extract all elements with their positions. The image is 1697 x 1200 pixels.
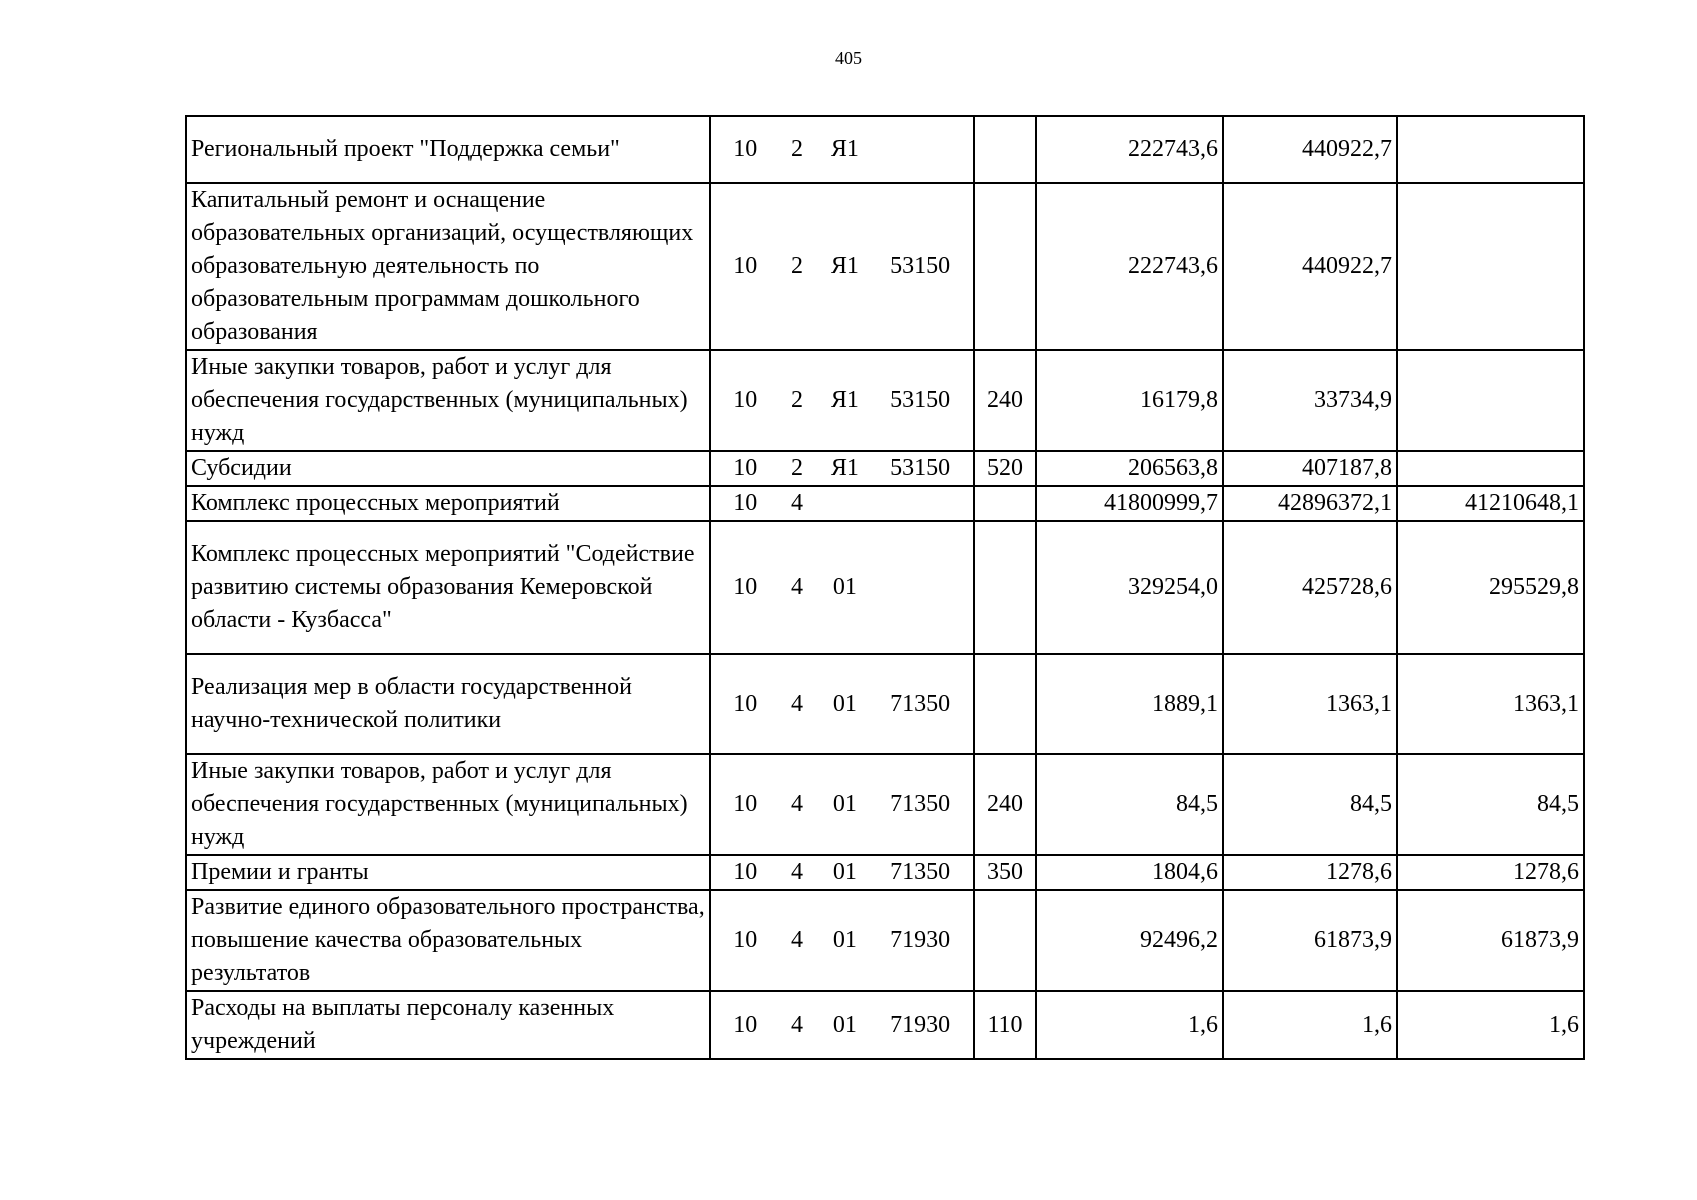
direction-code: 53150 (890, 253, 951, 279)
section-code: 10 (733, 927, 758, 953)
sum-year-1: 206563,8 (1036, 451, 1223, 486)
sum-year-3 (1397, 350, 1584, 451)
sum-year-3: 84,5 (1397, 754, 1584, 855)
row-codes (710, 991, 974, 1059)
sum-year-3: 1,6 (1397, 991, 1584, 1059)
sum-year-1: 1,6 (1036, 991, 1223, 1059)
row-codes (710, 486, 974, 521)
sum-year-2: 84,5 (1223, 754, 1397, 855)
row-codes (710, 654, 974, 754)
sum-year-3 (1397, 451, 1584, 486)
section-code: 10 (733, 791, 758, 817)
subsection-code: 2 (791, 387, 804, 413)
subsection-code: 4 (791, 690, 804, 717)
row-name: Иные закупки товаров, работ и услуг для обеспечения государственных (муниципальных) нужд (186, 350, 710, 451)
program-code: 01 (832, 927, 857, 953)
row-codes (710, 116, 974, 183)
row-codes (710, 451, 974, 486)
row-codes (710, 521, 974, 654)
budget-table (185, 115, 1585, 1060)
expense-type-code (974, 521, 1036, 654)
expense-type-code (974, 654, 1036, 754)
program-code: 01 (832, 791, 857, 817)
row-name: Иные закупки товаров, работ и услуг для обеспечения государственных (муниципальных) нужд (186, 754, 710, 855)
sum-year-2: 440922,7 (1223, 183, 1397, 350)
budget-table-body (186, 116, 1584, 1059)
row-name: Капитальный ремонт и оснащение образовательных организаций, осуществляющих образовательную деятельность по образовательным программам дошкольного образования (186, 183, 710, 350)
subsection-code: 4 (791, 1011, 804, 1038)
table-row (186, 754, 1584, 855)
sum-year-1: 1804,6 (1036, 855, 1223, 890)
section-code: 10 (733, 690, 758, 717)
row-codes (710, 350, 974, 451)
page-number: 405 (835, 48, 862, 68)
sum-year-3: 1278,6 (1397, 855, 1584, 890)
table-row (186, 654, 1584, 754)
table-row (186, 183, 1584, 350)
sum-year-1: 84,5 (1036, 754, 1223, 855)
row-name: Развитие единого образовательного пространства, повышение качества образовательных результатов (186, 890, 710, 991)
program-code: 01 (832, 690, 857, 717)
section-code: 10 (733, 1011, 758, 1038)
row-codes (710, 890, 974, 991)
expense-type-code: 240 (974, 754, 1036, 855)
row-codes (710, 183, 974, 350)
row-name: Региональный проект "Поддержка семьи" (186, 116, 710, 183)
subsection-code: 4 (791, 859, 804, 885)
program-code: Я1 (830, 387, 859, 413)
direction-code: 53150 (890, 455, 951, 481)
sum-year-2: 1,6 (1223, 991, 1397, 1059)
section-code: 10 (733, 455, 758, 481)
program-code: Я1 (830, 136, 859, 162)
expense-type-code: 350 (974, 855, 1036, 890)
row-name: Комплекс процессных мероприятий "Содействие развитию системы образования Кемеровской области - Кузбасса" (186, 521, 710, 654)
expense-type-code: 240 (974, 350, 1036, 451)
sum-year-3 (1397, 116, 1584, 183)
sum-year-2: 1278,6 (1223, 855, 1397, 890)
expense-type-code: 110 (974, 991, 1036, 1059)
row-codes (710, 855, 974, 890)
sum-year-1: 92496,2 (1036, 890, 1223, 991)
expense-type-code: 520 (974, 451, 1036, 486)
table-row (186, 855, 1584, 890)
direction-code: 71350 (890, 791, 951, 817)
sum-year-1: 222743,6 (1036, 183, 1223, 350)
expense-type-code (974, 116, 1036, 183)
table-row (186, 486, 1584, 521)
program-code: Я1 (830, 455, 859, 481)
sum-year-1: 41800999,7 (1036, 486, 1223, 521)
sum-year-1: 1889,1 (1036, 654, 1223, 754)
sum-year-3: 295529,8 (1397, 521, 1584, 654)
row-name: Субсидии (186, 451, 710, 486)
sum-year-3 (1397, 183, 1584, 350)
sum-year-1: 329254,0 (1036, 521, 1223, 654)
row-name: Премии и гранты (186, 855, 710, 890)
sum-year-3: 61873,9 (1397, 890, 1584, 991)
program-code: Я1 (830, 253, 859, 279)
section-code: 10 (733, 136, 758, 162)
row-name: Реализация мер в области государственной научно-технической политики (186, 654, 710, 754)
section-code: 10 (733, 490, 758, 516)
subsection-code: 4 (791, 574, 804, 600)
direction-code: 53150 (890, 387, 951, 413)
row-codes (710, 754, 974, 855)
table-row (186, 350, 1584, 451)
sum-year-1: 16179,8 (1036, 350, 1223, 451)
table-row (186, 991, 1584, 1059)
expense-type-code (974, 890, 1036, 991)
table-row (186, 116, 1584, 183)
table-row (186, 451, 1584, 486)
sum-year-2: 440922,7 (1223, 116, 1397, 183)
section-code: 10 (733, 387, 758, 413)
section-code: 10 (733, 859, 758, 885)
subsection-code: 2 (791, 253, 804, 279)
direction-code: 71350 (890, 690, 951, 717)
table-row (186, 890, 1584, 991)
program-code: 01 (832, 859, 857, 885)
sum-year-2: 33734,9 (1223, 350, 1397, 451)
sum-year-2: 407187,8 (1223, 451, 1397, 486)
sum-year-3: 41210648,1 (1397, 486, 1584, 521)
sum-year-2: 425728,6 (1223, 521, 1397, 654)
direction-code: 71930 (890, 1011, 951, 1038)
expense-type-code (974, 183, 1036, 350)
subsection-code: 4 (791, 490, 804, 516)
direction-code: 71350 (890, 859, 951, 885)
row-name: Расходы на выплаты персоналу казенных учреждений (186, 991, 710, 1059)
row-name: Комплекс процессных мероприятий (186, 486, 710, 521)
subsection-code: 2 (791, 136, 804, 162)
subsection-code: 4 (791, 927, 804, 953)
direction-code: 71930 (890, 927, 951, 953)
table-row (186, 521, 1584, 654)
section-code: 10 (733, 574, 758, 600)
subsection-code: 2 (791, 455, 804, 481)
sum-year-2: 61873,9 (1223, 890, 1397, 991)
sum-year-3: 1363,1 (1397, 654, 1584, 754)
sum-year-1: 222743,6 (1036, 116, 1223, 183)
section-code: 10 (733, 253, 758, 279)
sum-year-2: 1363,1 (1223, 654, 1397, 754)
subsection-code: 4 (791, 791, 804, 817)
program-code: 01 (832, 1011, 857, 1038)
program-code: 01 (832, 574, 857, 600)
expense-type-code (974, 486, 1036, 521)
sum-year-2: 42896372,1 (1223, 486, 1397, 521)
